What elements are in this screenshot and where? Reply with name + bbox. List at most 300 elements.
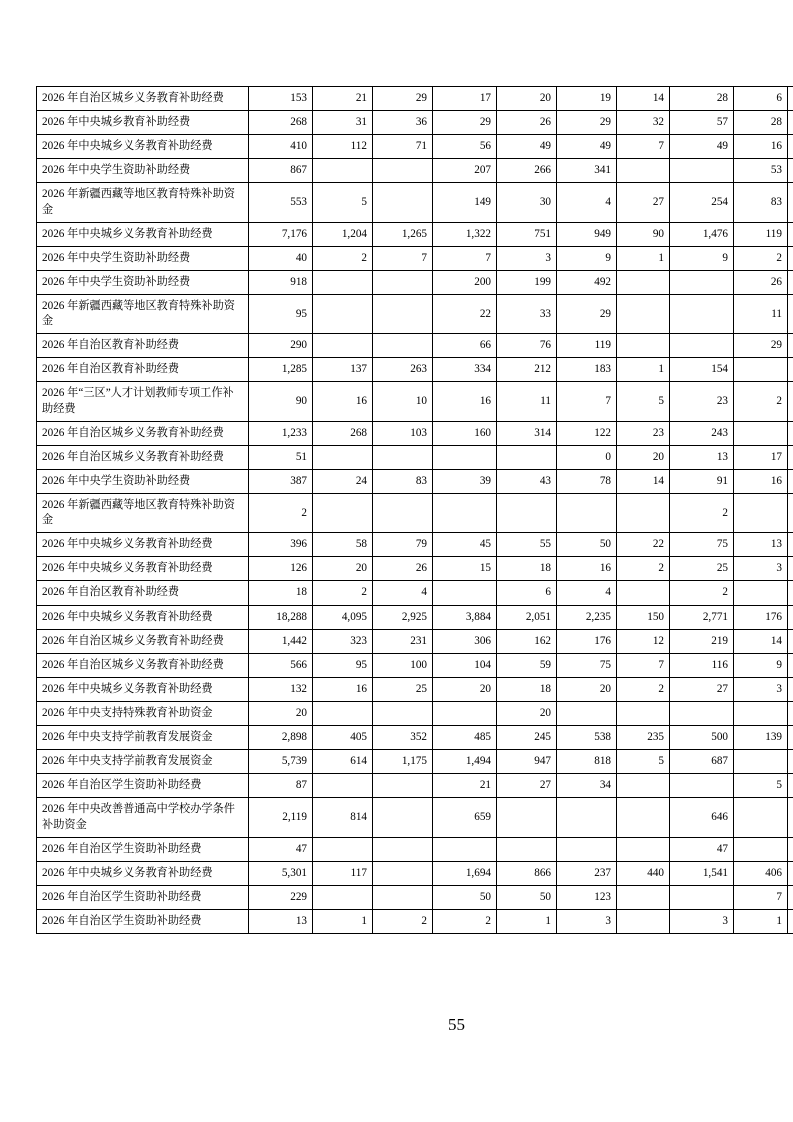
row-value-cell: 5 — [617, 750, 670, 774]
row-value-cell: 2 — [734, 382, 788, 421]
row-value-cell: 32 — [617, 111, 670, 135]
row-value-cell: 76 — [497, 334, 557, 358]
row-value-cell: 31 — [313, 111, 373, 135]
row-value-cell: 440 — [617, 861, 670, 885]
table-row — [37, 270, 793, 294]
row-value-cell — [788, 493, 793, 532]
row-value-cell: 2 — [313, 246, 373, 270]
row-value-cell: 16 — [557, 557, 617, 581]
row-item-label: 2026 年中央支持学前教育发展资金 — [37, 726, 249, 750]
row-value-cell — [373, 774, 433, 798]
row-value-cell: 39 — [433, 469, 497, 493]
row-value-cell: 2 — [734, 246, 788, 270]
row-value-cell: 95 — [249, 294, 313, 333]
table-row — [37, 183, 793, 222]
table-row — [37, 653, 793, 677]
row-value-cell: 75 — [557, 653, 617, 677]
row-value-cell: 40 — [249, 246, 313, 270]
row-value-cell: 47 — [249, 837, 313, 861]
row-value-cell: 28 — [734, 111, 788, 135]
row-value-cell — [734, 701, 788, 725]
row-value-cell: 58 — [313, 533, 373, 557]
row-value-cell: 83 — [734, 183, 788, 222]
row-value-cell — [788, 159, 793, 183]
budget-allocation-table — [36, 86, 793, 934]
row-value-cell: 20 — [617, 445, 670, 469]
row-value-cell — [788, 469, 793, 493]
row-value-cell: 24 — [313, 469, 373, 493]
row-value-cell: 14 — [734, 629, 788, 653]
row-value-cell: 334 — [433, 358, 497, 382]
row-value-cell — [617, 837, 670, 861]
row-value-cell: 352 — [373, 726, 433, 750]
row-value-cell: 18 — [249, 581, 313, 605]
row-value-cell: 687 — [670, 750, 734, 774]
row-value-cell: 9 — [670, 246, 734, 270]
row-value-cell: 15 — [433, 557, 497, 581]
row-value-cell: 36 — [373, 111, 433, 135]
row-value-cell: 538 — [557, 726, 617, 750]
table-row — [37, 557, 793, 581]
row-value-cell — [617, 270, 670, 294]
row-value-cell — [313, 159, 373, 183]
row-item-label: 2026 年中央改善普通高中学校办学条件补助资金 — [37, 798, 249, 837]
row-item-label: 2026 年中央城乡义务教育补助经费 — [37, 605, 249, 629]
row-value-cell: 28 — [670, 87, 734, 111]
row-value-cell: 27 — [617, 183, 670, 222]
row-value-cell — [557, 493, 617, 532]
row-value-cell: 49 — [670, 135, 734, 159]
row-value-cell — [617, 774, 670, 798]
row-item-label: 2026 年中央支持特殊教育补助资金 — [37, 701, 249, 725]
row-value-cell — [734, 581, 788, 605]
row-value-cell: 396 — [249, 533, 313, 557]
row-value-cell: 16 — [313, 677, 373, 701]
row-value-cell: 20 — [249, 701, 313, 725]
row-value-cell: 14 — [617, 87, 670, 111]
row-value-cell: 2,925 — [373, 605, 433, 629]
row-value-cell — [734, 750, 788, 774]
row-value-cell — [433, 581, 497, 605]
table-row — [37, 294, 793, 333]
row-item-label: 2026 年中央城乡义务教育补助经费 — [37, 222, 249, 246]
row-value-cell: 16 — [313, 382, 373, 421]
row-value-cell — [734, 837, 788, 861]
row-value-cell: 47 — [670, 837, 734, 861]
row-value-cell: 50 — [557, 533, 617, 557]
table-row — [37, 885, 793, 909]
row-value-cell: 1,204 — [313, 222, 373, 246]
row-value-cell: 34 — [557, 774, 617, 798]
row-value-cell: 918 — [249, 270, 313, 294]
row-value-cell: 71 — [373, 135, 433, 159]
row-value-cell: 20 — [497, 87, 557, 111]
row-value-cell — [313, 837, 373, 861]
row-value-cell: 33 — [497, 294, 557, 333]
row-value-cell: 122 — [557, 421, 617, 445]
row-value-cell: 43 — [497, 469, 557, 493]
row-value-cell: 200 — [433, 270, 497, 294]
row-value-cell — [788, 183, 793, 222]
row-value-cell — [670, 159, 734, 183]
row-value-cell: 117 — [313, 861, 373, 885]
row-value-cell: 7,176 — [249, 222, 313, 246]
row-value-cell: 49 — [497, 135, 557, 159]
row-value-cell: 6 — [734, 87, 788, 111]
row-value-cell — [788, 677, 793, 701]
table-row — [37, 837, 793, 861]
row-item-label: 2026 年自治区学生资助补助经费 — [37, 885, 249, 909]
row-value-cell: 95 — [313, 653, 373, 677]
row-value-cell: 4 — [557, 183, 617, 222]
row-value-cell: 1,541 — [670, 861, 734, 885]
row-value-cell: 176 — [557, 629, 617, 653]
row-value-cell: 3 — [734, 557, 788, 581]
row-value-cell — [670, 701, 734, 725]
row-item-label: 2026 年自治区城乡义务教育补助经费 — [37, 421, 249, 445]
row-value-cell — [373, 885, 433, 909]
row-value-cell — [313, 294, 373, 333]
row-value-cell — [497, 798, 557, 837]
row-value-cell — [788, 701, 793, 725]
row-value-cell: 7 — [557, 382, 617, 421]
row-value-cell — [788, 750, 793, 774]
row-value-cell: 212 — [497, 358, 557, 382]
table-row — [37, 493, 793, 532]
row-value-cell: 566 — [249, 653, 313, 677]
row-value-cell: 500 — [670, 726, 734, 750]
row-value-cell: 1,694 — [433, 861, 497, 885]
row-value-cell — [617, 581, 670, 605]
row-value-cell: 2 — [670, 581, 734, 605]
row-value-cell — [557, 798, 617, 837]
row-item-label: 2026 年中央支持学前教育发展资金 — [37, 750, 249, 774]
table-body — [37, 87, 793, 934]
row-value-cell — [373, 701, 433, 725]
row-item-label: 2026 年中央学生资助补助经费 — [37, 270, 249, 294]
row-value-cell: 866 — [497, 861, 557, 885]
row-item-label: 2026 年“三区”人才计划教师专项工作补助经费 — [37, 382, 249, 421]
row-value-cell — [433, 445, 497, 469]
row-value-cell: 154 — [670, 358, 734, 382]
row-value-cell — [788, 557, 793, 581]
row-value-cell — [313, 334, 373, 358]
row-item-label: 2026 年自治区教育补助经费 — [37, 358, 249, 382]
row-value-cell: 18,288 — [249, 605, 313, 629]
row-value-cell: 6 — [497, 581, 557, 605]
row-value-cell: 126 — [249, 557, 313, 581]
row-value-cell — [788, 270, 793, 294]
row-value-cell: 1,285 — [249, 358, 313, 382]
row-value-cell: 2 — [617, 677, 670, 701]
row-value-cell — [373, 861, 433, 885]
row-value-cell — [373, 334, 433, 358]
row-value-cell — [373, 159, 433, 183]
row-value-cell: 814 — [313, 798, 373, 837]
row-value-cell: 14 — [617, 469, 670, 493]
row-value-cell: 243 — [670, 421, 734, 445]
row-value-cell: 268 — [313, 421, 373, 445]
row-value-cell: 2 — [433, 909, 497, 933]
row-value-cell: 59 — [497, 653, 557, 677]
row-value-cell: 18 — [497, 677, 557, 701]
row-value-cell: 149 — [433, 183, 497, 222]
table-row — [37, 421, 793, 445]
row-value-cell — [617, 294, 670, 333]
row-value-cell: 21 — [313, 87, 373, 111]
row-item-label: 2026 年自治区学生资助补助经费 — [37, 774, 249, 798]
row-value-cell: 29 — [557, 294, 617, 333]
row-value-cell — [788, 861, 793, 885]
row-value-cell: 1,494 — [433, 750, 497, 774]
row-value-cell — [617, 334, 670, 358]
row-value-cell: 19 — [557, 87, 617, 111]
row-value-cell: 1 — [734, 909, 788, 933]
row-value-cell: 5 — [734, 774, 788, 798]
row-value-cell: 1,442 — [249, 629, 313, 653]
table-row — [37, 629, 793, 653]
row-value-cell — [373, 798, 433, 837]
table-row — [37, 382, 793, 421]
row-value-cell — [497, 493, 557, 532]
row-value-cell: 406 — [734, 861, 788, 885]
row-value-cell — [734, 358, 788, 382]
row-value-cell: 306 — [433, 629, 497, 653]
row-value-cell — [313, 445, 373, 469]
row-value-cell: 26 — [734, 270, 788, 294]
row-value-cell: 132 — [249, 677, 313, 701]
row-value-cell: 1,322 — [433, 222, 497, 246]
row-value-cell — [788, 87, 793, 111]
row-value-cell — [788, 605, 793, 629]
table-row — [37, 222, 793, 246]
row-value-cell — [313, 701, 373, 725]
row-value-cell — [788, 909, 793, 933]
row-value-cell — [313, 270, 373, 294]
row-value-cell: 0 — [557, 445, 617, 469]
row-value-cell: 4 — [373, 581, 433, 605]
row-value-cell: 104 — [433, 653, 497, 677]
row-value-cell: 2 — [249, 493, 313, 532]
row-value-cell: 199 — [497, 270, 557, 294]
table-row — [37, 358, 793, 382]
row-value-cell — [788, 135, 793, 159]
row-item-label: 2026 年中央学生资助补助经费 — [37, 469, 249, 493]
row-value-cell: 29 — [433, 111, 497, 135]
row-value-cell: 55 — [497, 533, 557, 557]
row-item-label: 2026 年新疆西藏等地区教育特殊补助资金 — [37, 183, 249, 222]
row-value-cell: 314 — [497, 421, 557, 445]
row-value-cell: 13 — [670, 445, 734, 469]
table-row — [37, 135, 793, 159]
row-value-cell: 4 — [557, 581, 617, 605]
table-row — [37, 111, 793, 135]
row-value-cell — [788, 837, 793, 861]
row-value-cell: 3 — [497, 246, 557, 270]
row-value-cell: 614 — [313, 750, 373, 774]
row-value-cell: 53 — [734, 159, 788, 183]
row-value-cell: 90 — [617, 222, 670, 246]
row-item-label: 2026 年自治区教育补助经费 — [37, 581, 249, 605]
row-value-cell: 13 — [734, 533, 788, 557]
table-row — [37, 774, 793, 798]
table-row — [37, 581, 793, 605]
row-value-cell — [557, 837, 617, 861]
row-value-cell — [788, 382, 793, 421]
row-value-cell: 231 — [373, 629, 433, 653]
row-item-label: 2026 年自治区教育补助经费 — [37, 334, 249, 358]
row-value-cell: 51 — [249, 445, 313, 469]
row-value-cell: 20 — [557, 677, 617, 701]
row-item-label: 2026 年自治区城乡义务教育补助经费 — [37, 445, 249, 469]
row-value-cell: 79 — [373, 533, 433, 557]
row-value-cell: 66 — [433, 334, 497, 358]
row-value-cell: 2 — [617, 557, 670, 581]
row-item-label: 2026 年中央学生资助补助经费 — [37, 246, 249, 270]
row-value-cell: 266 — [497, 159, 557, 183]
row-value-cell — [788, 798, 793, 837]
row-value-cell: 20 — [313, 557, 373, 581]
row-value-cell: 91 — [670, 469, 734, 493]
row-value-cell — [788, 726, 793, 750]
row-value-cell: 49 — [557, 135, 617, 159]
row-item-label: 2026 年自治区城乡义务教育补助经费 — [37, 653, 249, 677]
row-value-cell: 162 — [497, 629, 557, 653]
row-item-label: 2026 年新疆西藏等地区教育特殊补助资金 — [37, 493, 249, 532]
row-value-cell: 3 — [734, 677, 788, 701]
row-value-cell — [373, 270, 433, 294]
row-item-label: 2026 年自治区学生资助补助经费 — [37, 909, 249, 933]
row-value-cell — [788, 653, 793, 677]
row-value-cell: 27 — [670, 677, 734, 701]
row-value-cell — [433, 701, 497, 725]
row-value-cell — [788, 294, 793, 333]
row-value-cell: 139 — [734, 726, 788, 750]
row-value-cell: 5,301 — [249, 861, 313, 885]
row-item-label: 2026 年自治区城乡义务教育补助经费 — [37, 629, 249, 653]
row-value-cell: 50 — [433, 885, 497, 909]
row-value-cell: 17 — [433, 87, 497, 111]
row-value-cell: 57 — [670, 111, 734, 135]
row-value-cell — [373, 837, 433, 861]
row-value-cell — [788, 246, 793, 270]
row-value-cell — [788, 885, 793, 909]
row-value-cell: 207 — [433, 159, 497, 183]
row-value-cell — [734, 798, 788, 837]
row-value-cell: 12 — [617, 629, 670, 653]
row-value-cell — [788, 421, 793, 445]
row-value-cell — [788, 533, 793, 557]
row-value-cell: 18 — [497, 557, 557, 581]
row-value-cell — [433, 493, 497, 532]
row-value-cell: 56 — [433, 135, 497, 159]
row-value-cell: 160 — [433, 421, 497, 445]
table-row — [37, 909, 793, 933]
row-item-label: 2026 年中央城乡义务教育补助经费 — [37, 533, 249, 557]
row-value-cell: 20 — [433, 677, 497, 701]
row-value-cell: 1,233 — [249, 421, 313, 445]
row-value-cell: 7 — [617, 135, 670, 159]
row-item-label: 2026 年自治区城乡义务教育补助经费 — [37, 87, 249, 111]
row-value-cell: 9 — [557, 246, 617, 270]
row-value-cell: 751 — [497, 222, 557, 246]
table-row — [37, 677, 793, 701]
row-value-cell: 112 — [313, 135, 373, 159]
row-value-cell: 17 — [734, 445, 788, 469]
row-value-cell — [617, 701, 670, 725]
row-value-cell: 22 — [433, 294, 497, 333]
row-value-cell: 78 — [557, 469, 617, 493]
row-value-cell: 119 — [557, 334, 617, 358]
table-row — [37, 798, 793, 837]
row-value-cell: 1,476 — [670, 222, 734, 246]
table-row — [37, 469, 793, 493]
row-value-cell: 83 — [373, 469, 433, 493]
row-value-cell: 245 — [497, 726, 557, 750]
row-value-cell: 2 — [373, 909, 433, 933]
row-value-cell: 90 — [249, 382, 313, 421]
table-row — [37, 701, 793, 725]
row-value-cell: 2,235 — [557, 605, 617, 629]
row-item-label: 2026 年中央城乡义务教育补助经费 — [37, 557, 249, 581]
row-value-cell — [670, 774, 734, 798]
table-row — [37, 750, 793, 774]
row-value-cell: 219 — [670, 629, 734, 653]
row-value-cell: 867 — [249, 159, 313, 183]
row-value-cell: 7 — [734, 885, 788, 909]
row-value-cell — [313, 493, 373, 532]
table-row — [37, 605, 793, 629]
row-value-cell: 23 — [670, 382, 734, 421]
row-value-cell: 1 — [617, 246, 670, 270]
row-value-cell: 4,095 — [313, 605, 373, 629]
row-value-cell: 7 — [617, 653, 670, 677]
row-value-cell: 25 — [373, 677, 433, 701]
table-row — [37, 246, 793, 270]
row-value-cell: 1 — [497, 909, 557, 933]
row-value-cell: 25 — [670, 557, 734, 581]
row-value-cell: 268 — [249, 111, 313, 135]
row-value-cell — [313, 774, 373, 798]
row-value-cell — [670, 334, 734, 358]
row-value-cell: 405 — [313, 726, 373, 750]
table-row — [37, 726, 793, 750]
table-row — [37, 445, 793, 469]
row-value-cell: 646 — [670, 798, 734, 837]
row-value-cell — [373, 183, 433, 222]
row-value-cell — [373, 294, 433, 333]
row-value-cell — [788, 222, 793, 246]
row-value-cell — [788, 111, 793, 135]
row-item-label: 2026 年中央城乡义务教育补助经费 — [37, 677, 249, 701]
row-value-cell: 137 — [313, 358, 373, 382]
row-value-cell: 229 — [249, 885, 313, 909]
row-value-cell: 153 — [249, 87, 313, 111]
row-value-cell: 29 — [557, 111, 617, 135]
row-item-label: 2026 年中央城乡教育补助经费 — [37, 111, 249, 135]
row-value-cell: 13 — [249, 909, 313, 933]
row-value-cell: 323 — [313, 629, 373, 653]
row-value-cell — [617, 159, 670, 183]
row-value-cell: 553 — [249, 183, 313, 222]
row-value-cell — [617, 909, 670, 933]
row-value-cell — [734, 421, 788, 445]
row-value-cell: 2,051 — [497, 605, 557, 629]
row-value-cell: 947 — [497, 750, 557, 774]
row-value-cell — [788, 334, 793, 358]
row-value-cell: 3 — [670, 909, 734, 933]
row-value-cell: 387 — [249, 469, 313, 493]
